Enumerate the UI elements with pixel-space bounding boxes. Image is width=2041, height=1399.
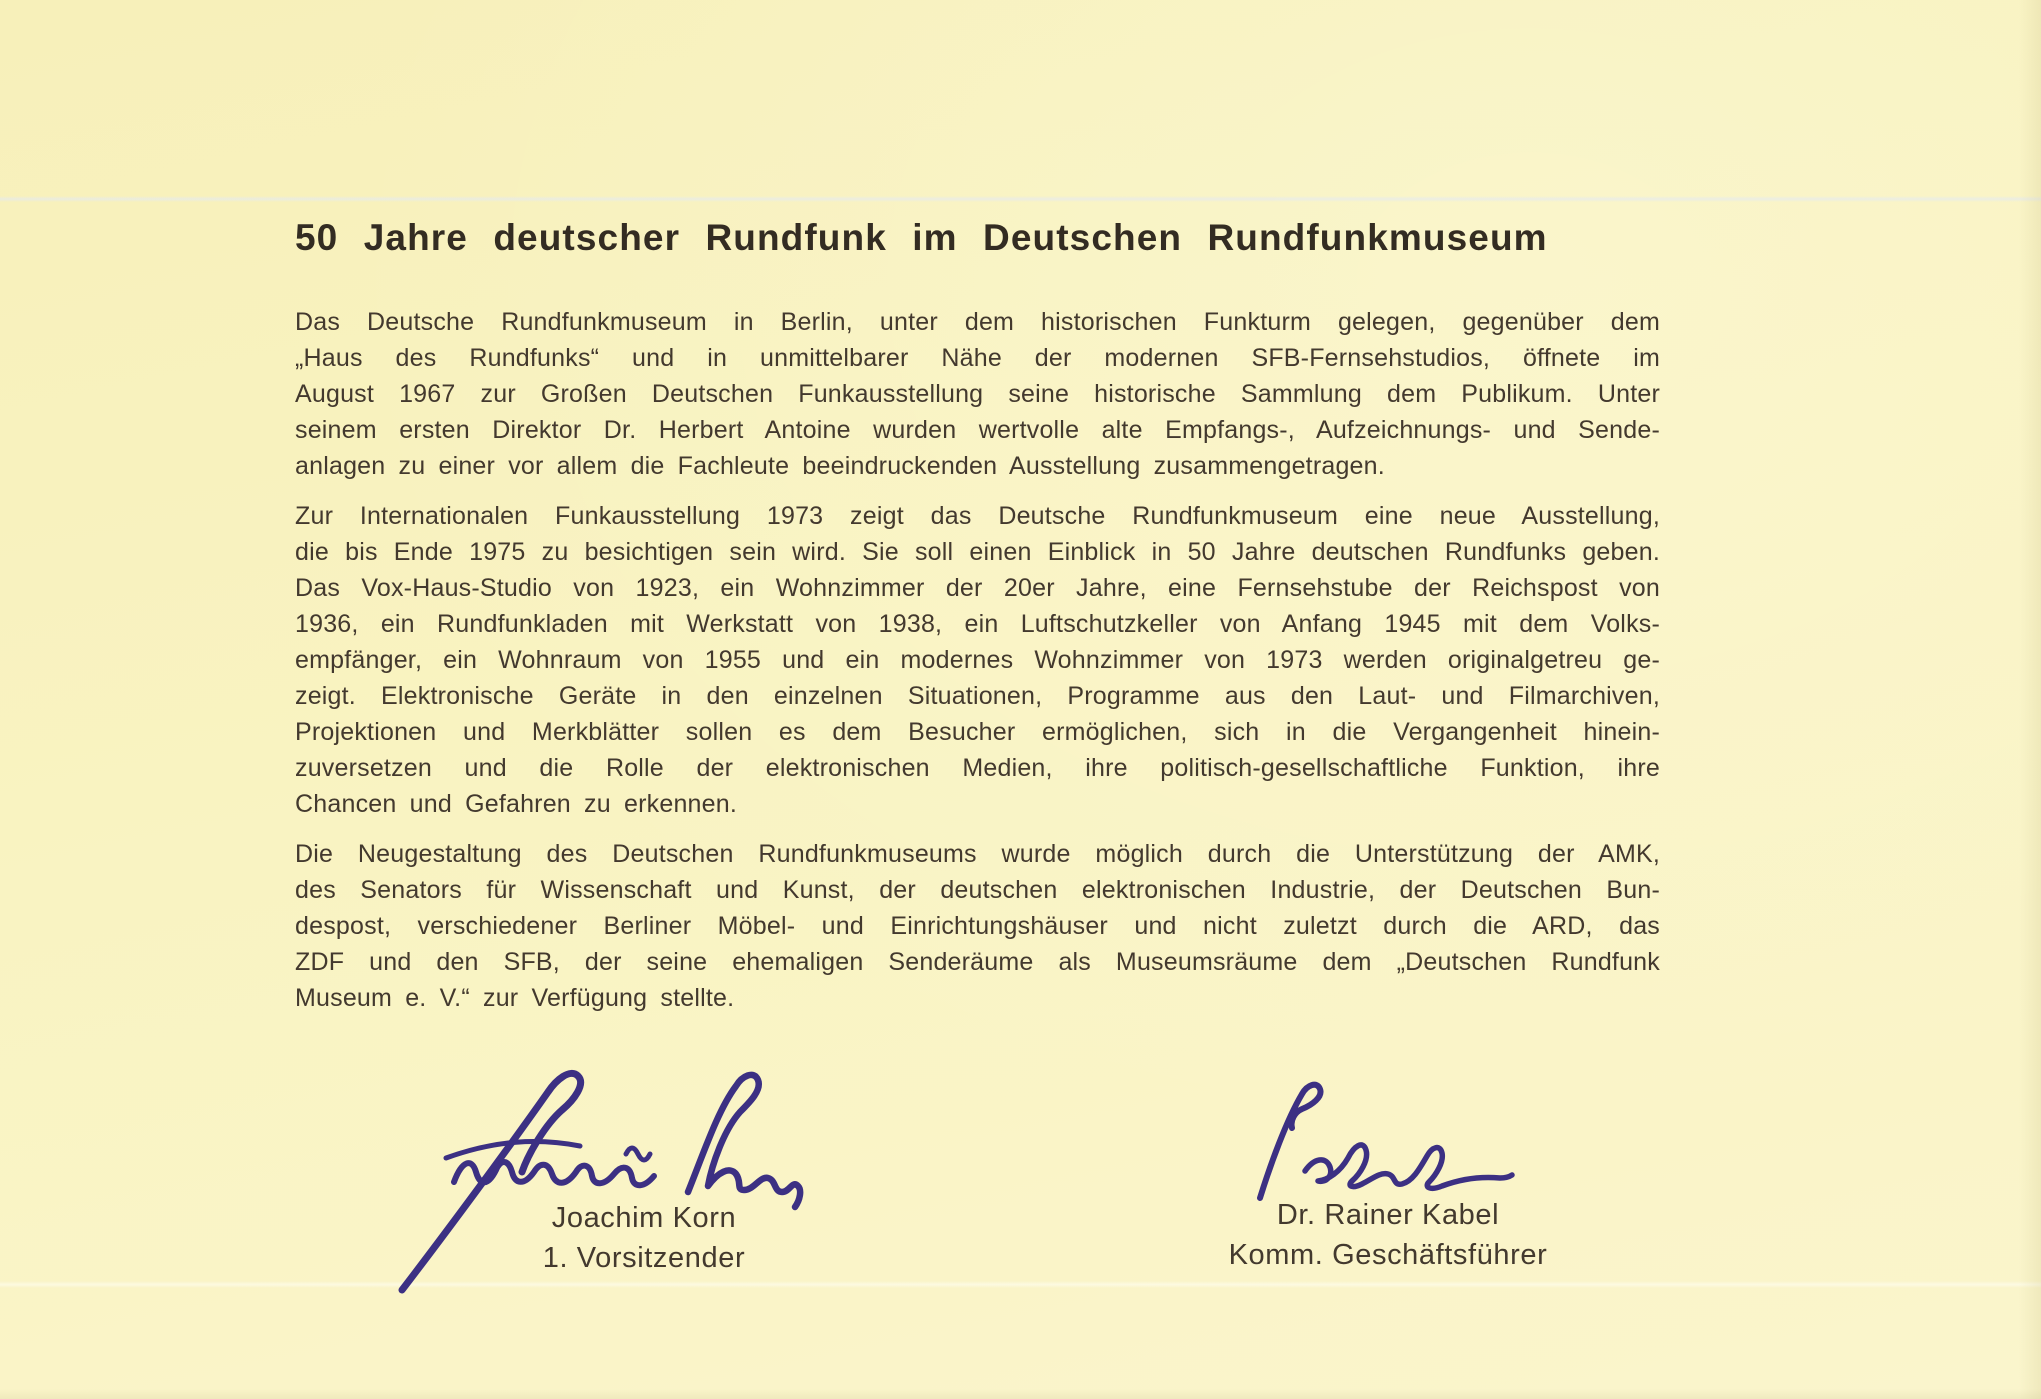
text-line: Das Vox-Haus-Studio von 1923, ein Wohnzimmer der 20er Jahre, eine Fernsehstube der Reichspost von [295,574,1660,602]
document-body [295,304,1660,1030]
rainer-kabel-signature [1250,1076,1515,1206]
signatory-name: Dr. Rainer Kabel [1276,1199,1500,1231]
signatory-left [384,1198,904,1278]
paper-edge-shadow [2019,0,2041,1399]
signatory-name: Joachim Korn [551,1202,737,1234]
document-title: 50 Jahre deutscher Rundfunk im Deutschen Rundfunkmuseum [295,217,1548,258]
text-line: zeigt. Elektronische Geräte in den einzelnen Situationen, Programme aus den Laut- und Filmarchiven, [295,682,1660,710]
text-line: Chancen und Gefahren zu erkennen. [295,790,738,818]
text-line: seinem ersten Direktor Dr. Herbert Antoine wurden wertvolle alte Empfangs-, Aufzeichnungs- und Sende- [295,416,1660,444]
text-line: Die Neugestaltung des Deutschen Rundfunkmuseums wurde möglich durch die Unterstützung der AMK, [295,840,1660,868]
text-line: zuversetzen und die Rolle der elektronischen Medien, ihre politisch-gesellschaftliche Funktion, ihre [295,754,1660,782]
signatory-right [1128,1195,1648,1275]
text-line: Zur Internationalen Funkausstellung 1973 zeigt das Deutsche Rundfunkmuseum eine neue Ausstellung, [295,502,1660,530]
text-line: despost, verschiedener Berliner Möbel- und Einrichtungshäuser und nicht zuletzt durch die ARD, das [295,912,1660,940]
text-line: Das Deutsche Rundfunkmuseum in Berlin, unter dem historischen Funkturm gelegen, gegenüber dem [295,308,1660,336]
text-line: Projektionen und Merkblätter sollen es dem Besucher ermöglichen, sich in die Vergangenheit hinein- [295,718,1660,746]
paragraph [295,836,1660,1016]
text-line: „Haus des Rundfunks“ und in unmittelbarer Nähe der modernen SFB-Fernsehstudios, öffnete im [295,344,1660,372]
paragraph [295,304,1660,484]
paper-fold-crease-top [0,196,2041,202]
text-line: August 1967 zur Großen Deutschen Funkausstellung seine historische Sammlung dem Publikum. Unter [295,380,1660,408]
text-line: anlagen zu einer vor allem die Fachleute beeindruckenden Ausstellung zusammengetragen. [295,452,1385,480]
text-line: ZDF und den SFB, der seine ehemaligen Senderäume als Museumsräume dem „Deutschen Rundfunk [295,948,1660,976]
text-line: des Senators für Wissenschaft und Kunst, der deutschen elektronischen Industrie, der Deutschen Bun- [295,876,1660,904]
paper-bottom-shadow [0,1389,2041,1399]
paragraph [295,498,1660,822]
text-line: Museum e. V.“ zur Verfügung stellte. [295,984,735,1012]
signatory-role: Komm. Geschäftsführer [1228,1239,1548,1271]
text-line: 1936, ein Rundfunkladen mit Werkstatt von 1938, ein Luftschutzkeller von Anfang 1945 mit dem Volks- [295,610,1660,638]
paper-fold-crease-bottom [0,1281,2041,1288]
text-line: empfänger, ein Wohnraum von 1955 und ein modernes Wohnzimmer von 1973 werden originalgetreu ge- [295,646,1660,674]
text-line: die bis Ende 1975 zu besichtigen sein wird. Sie soll einen Einblick in 50 Jahre deutschen Rundfunks geben. [295,538,1660,566]
signatory-role: 1. Vorsitzender [542,1242,746,1274]
